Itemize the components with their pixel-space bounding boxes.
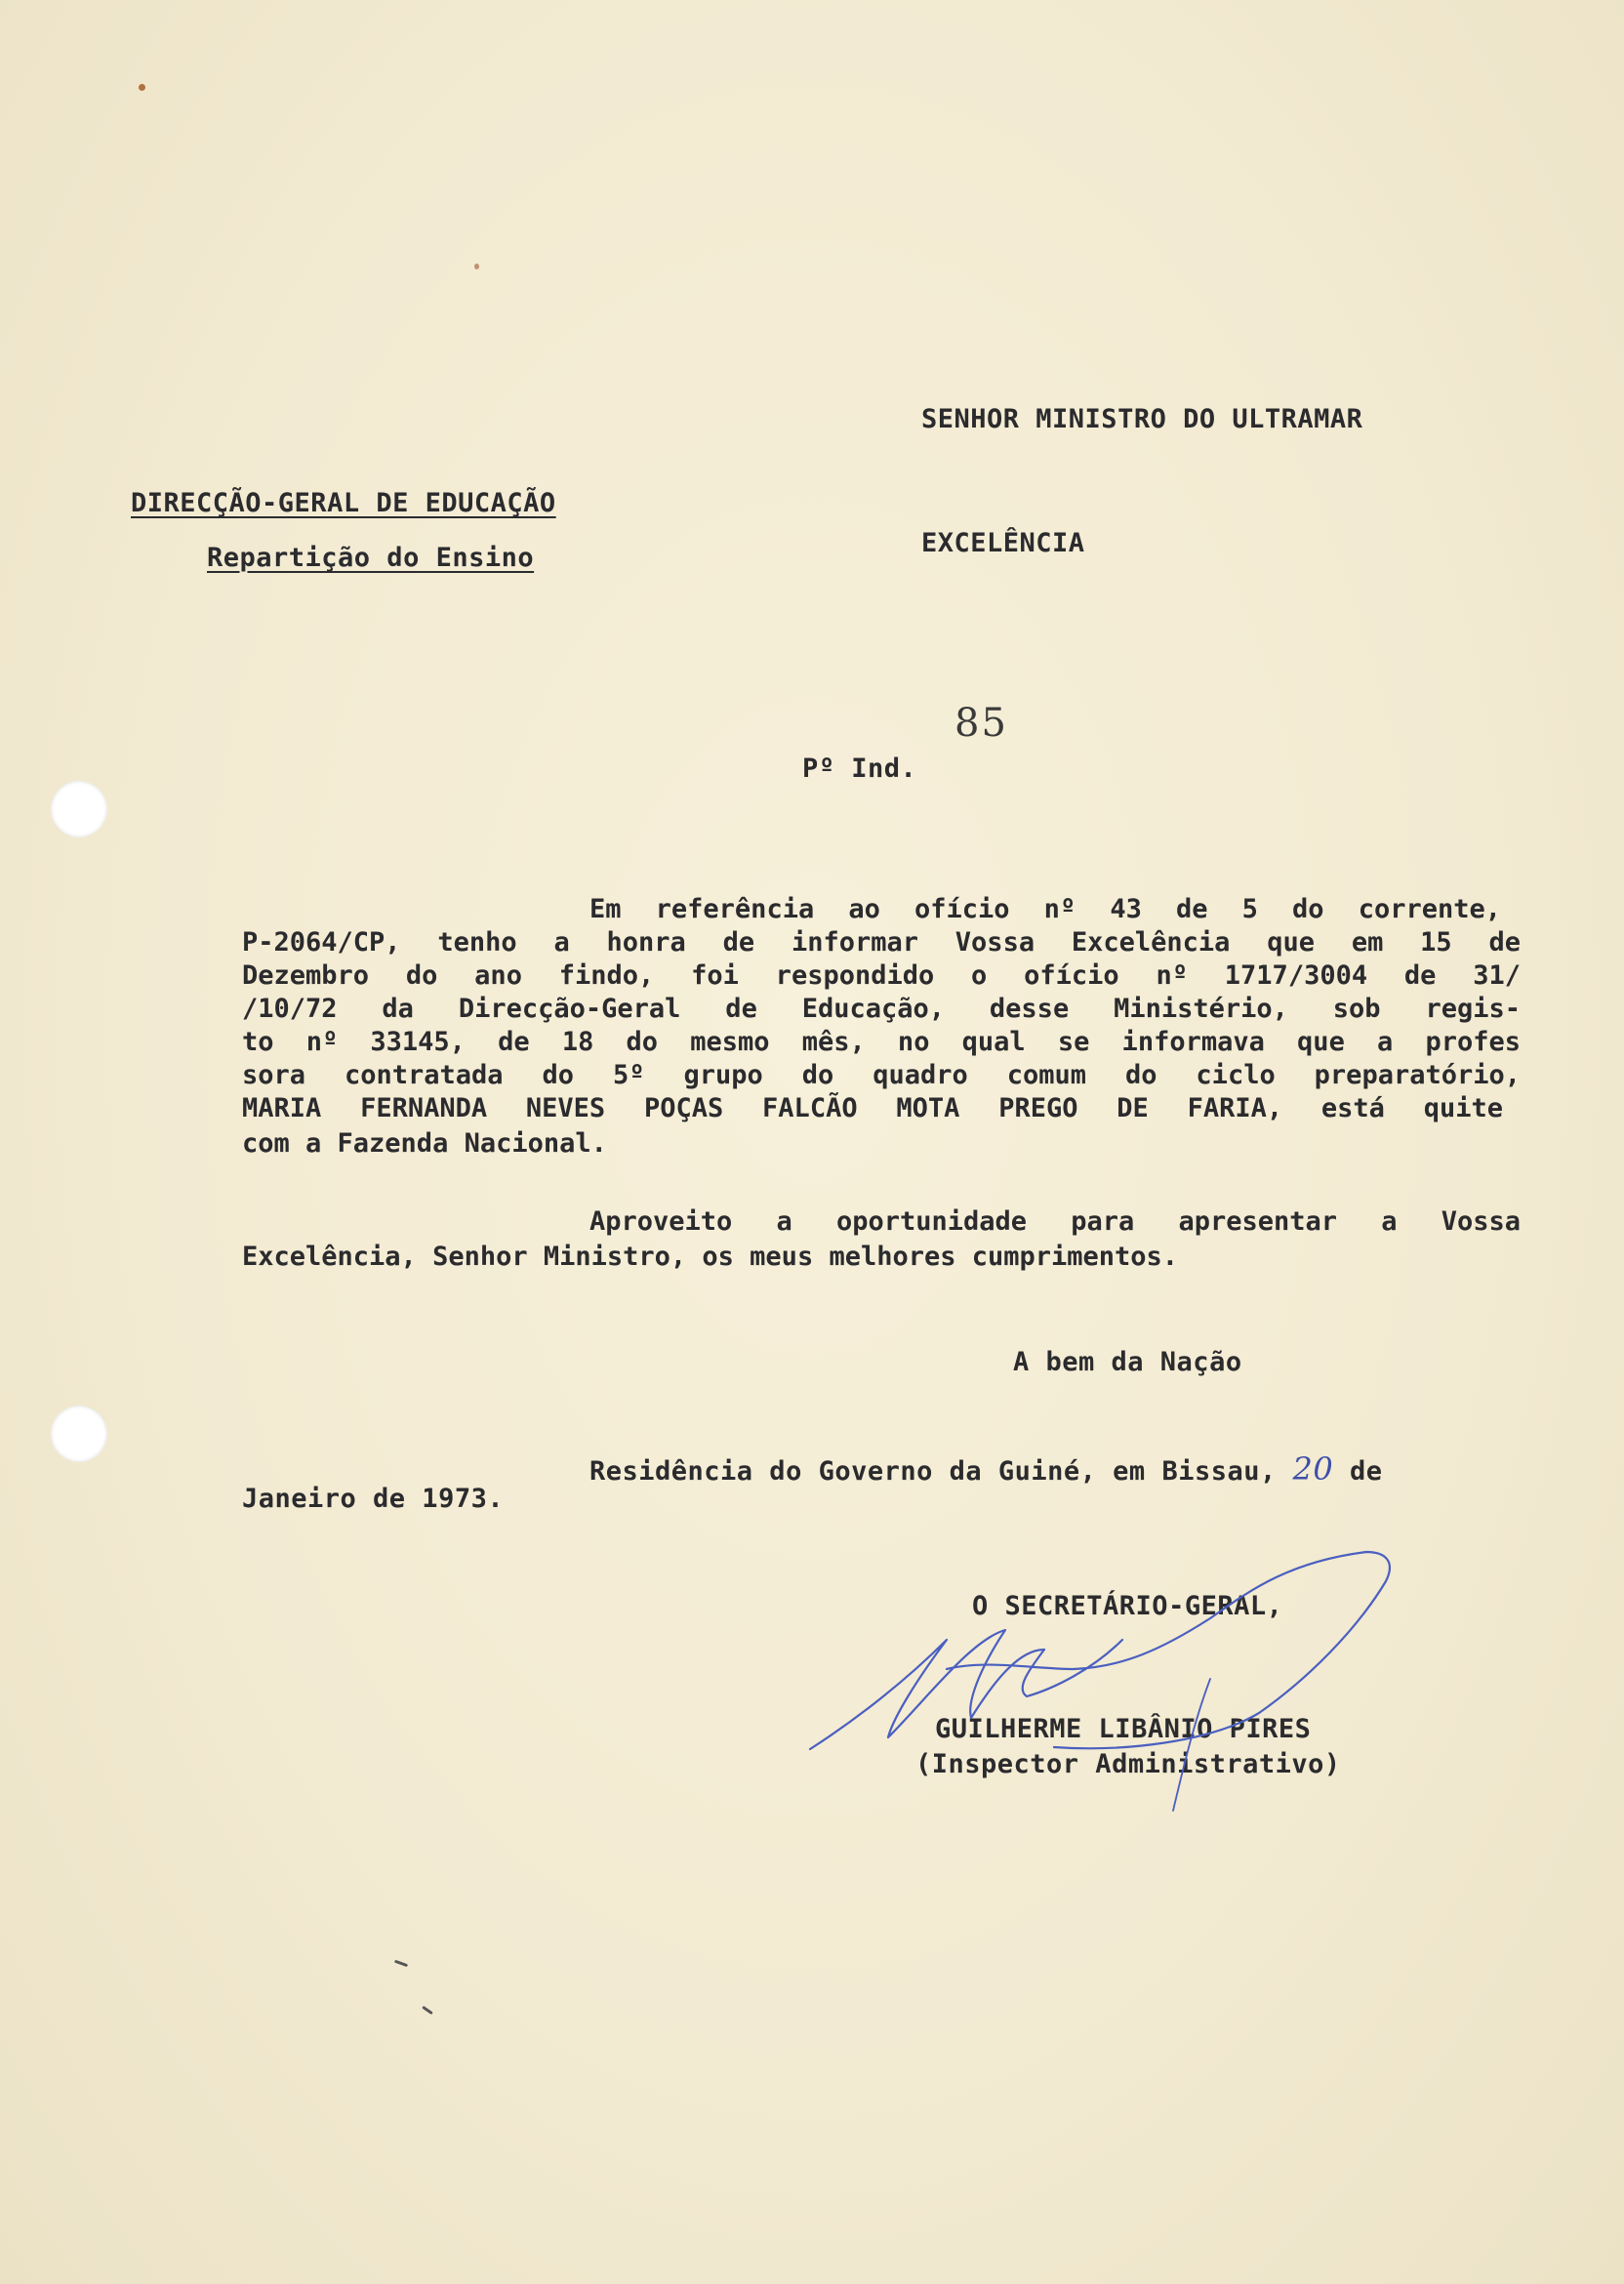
paragraph1-line-7: MARIA FERNANDA NEVES POÇAS FALCÃO MOTA PREGO DE FARIA, está quite: [242, 1093, 1503, 1123]
punch-hole-top: [51, 781, 107, 837]
signatory-role: (Inspector Administrativo): [915, 1749, 1341, 1779]
place-date-suffix: de: [1349, 1456, 1383, 1487]
paragraph1-line-6: sora contratada do 5º grupo do quadro comum do ciclo preparatório,: [242, 1060, 1521, 1090]
place-date-line-2: Janeiro de 1973.: [242, 1484, 505, 1514]
paragraph1-line-8: com a Fazenda Nacional.: [242, 1128, 607, 1159]
paragraph1-line-2: P-2064/CP, tenho a honra de informar Vossa Excelência que em 15 de: [242, 927, 1521, 958]
signatory-name: GUILHERME LIBÂNIO PIRES: [935, 1714, 1312, 1744]
paragraph2-line-2: Excelência, Senhor Ministro, os meus melhores cumprimentos.: [242, 1242, 1179, 1272]
paper-speck: [474, 264, 479, 269]
reference-code: Pº Ind.: [802, 754, 917, 784]
document-number: 85: [954, 701, 1008, 746]
salutation: EXCELÊNCIA: [921, 528, 1085, 558]
signatory-title: O SECRETÁRIO-GERAL,: [972, 1591, 1283, 1621]
paragraph1-line-3: Dezembro do ano findo, foi respondido o ofício nº 1717/3004 de 31/: [242, 960, 1521, 991]
paper-speck: [139, 84, 145, 91]
closing-formula: A bem da Nação: [1013, 1347, 1242, 1377]
sender-directorate: DIRECÇÃO-GERAL DE EDUCAÇÃO: [131, 488, 556, 518]
addressee: SENHOR MINISTRO DO ULTRAMAR: [921, 404, 1363, 434]
paper-mark: [394, 1960, 408, 1968]
paragraph2-line-1: Aproveito a oportunidade para apresentar a Vossa: [589, 1206, 1521, 1237]
sender-department: Repartição do Ensino: [207, 543, 535, 573]
paragraph1-line-1: Em referência ao ofício nº 43 de 5 do corrente,: [589, 894, 1501, 924]
place-date-line-1: [589, 1450, 1383, 1488]
place-date-prefix: Residência do Governo da Guiné, em Bissau,: [589, 1456, 1277, 1487]
punch-hole-bottom: [51, 1406, 107, 1462]
paper-mark: [422, 2006, 433, 2015]
paragraph1-line-5: to nº 33145, de 18 do mesmo mês, no qual se informava que a profes: [242, 1027, 1521, 1057]
handwritten-signature: [800, 1532, 1425, 1825]
paragraph1-line-4: /10/72 da Direcção-Geral de Educação, desse Ministério, sob regis-: [242, 994, 1521, 1024]
handwritten-day: 20: [1292, 1450, 1334, 1488]
